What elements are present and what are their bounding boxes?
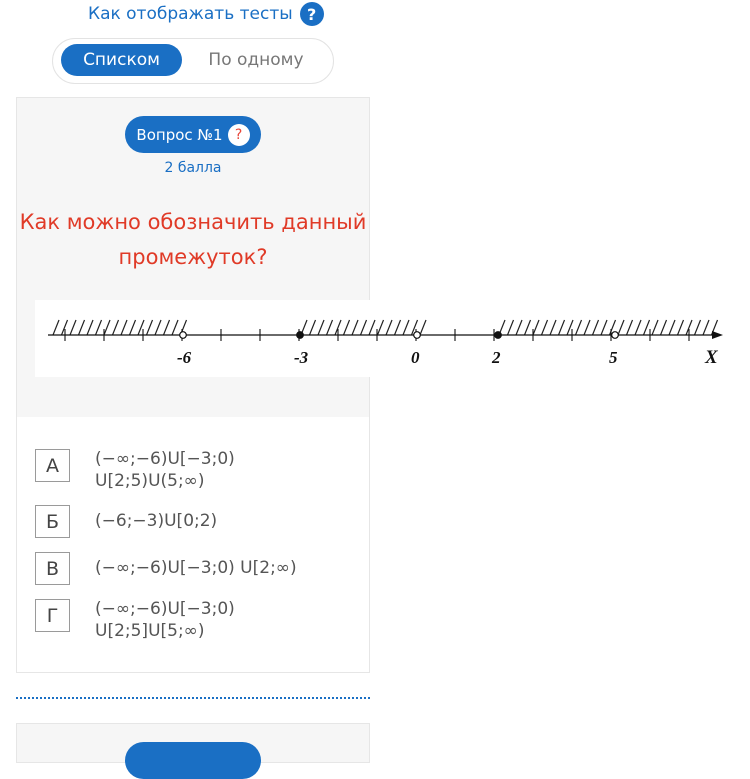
question-divider: [16, 697, 370, 699]
option-a-box[interactable]: А: [35, 449, 70, 482]
question-points: 2 балла: [164, 160, 222, 176]
hatch-mark: [601, 320, 607, 335]
hatch-mark: [695, 320, 701, 335]
hatch-mark: [627, 320, 633, 335]
option-v-box[interactable]: В: [35, 552, 70, 585]
hatch-mark: [79, 320, 85, 335]
option-b-box[interactable]: Б: [35, 505, 70, 538]
open-point: [414, 332, 421, 339]
help-icon[interactable]: ?: [300, 2, 324, 26]
hatch-mark: [533, 320, 539, 335]
hatch-mark: [344, 320, 350, 335]
hatch-mark: [669, 320, 675, 335]
hatch-mark: [130, 320, 136, 335]
hatch-mark: [361, 320, 367, 335]
question-help-icon[interactable]: ?: [228, 124, 250, 146]
hatch-mark: [516, 320, 522, 335]
hatch-mark: [395, 320, 401, 335]
option-g-box[interactable]: Г: [35, 599, 70, 632]
option-b-line1: (−6;−3)U[0;2): [95, 511, 218, 531]
option-g-line2: U[2;5]U[5;∞): [95, 621, 205, 641]
question-text-line2: промежуток?: [118, 245, 268, 269]
hatch-mark: [87, 320, 93, 335]
hatch-mark: [121, 320, 127, 335]
option-b-text[interactable]: [95, 510, 217, 532]
option-a-line2: U[2;5)U(5;∞): [95, 471, 205, 491]
open-point: [612, 332, 619, 339]
hatch-mark: [310, 320, 316, 335]
option-g-text[interactable]: [95, 598, 235, 642]
show-mode-row: [88, 2, 324, 26]
hatch-mark: [593, 320, 599, 335]
axis-label: 5: [609, 348, 618, 367]
axis-label: -3: [294, 348, 309, 367]
hatch-mark: [327, 320, 333, 335]
option-v-text[interactable]: [95, 557, 297, 579]
hatch-mark: [703, 320, 709, 335]
hatch-mark: [352, 320, 358, 335]
hatch-mark: [164, 320, 170, 335]
hatch-mark: [550, 320, 556, 335]
hatch-mark: [147, 320, 153, 335]
toggle-list-button[interactable]: Списком: [61, 44, 182, 76]
axis-label: -6: [177, 348, 192, 367]
hatch-mark: [403, 320, 409, 335]
show-mode-label: Как отображать тесты: [88, 4, 293, 24]
hatch-mark: [576, 320, 582, 335]
question-number-badge: [125, 116, 261, 153]
question-number-label: Вопрос №1: [136, 125, 223, 144]
question-text: [16, 205, 370, 275]
axis-name-x: X: [705, 347, 718, 368]
hatch-mark: [559, 320, 565, 335]
hatch-mark: [525, 320, 531, 335]
filled-point: [297, 332, 304, 339]
option-a-text[interactable]: [95, 448, 235, 492]
hatch-mark: [378, 320, 384, 335]
question-text-line1: Как можно обозначить данный: [19, 210, 367, 234]
next-question-badge: [125, 742, 261, 779]
hatch-mark: [70, 320, 76, 335]
hatch-mark: [53, 320, 59, 335]
hatch-mark: [420, 320, 426, 335]
hatch-mark: [618, 320, 624, 335]
hatch-mark: [584, 320, 590, 335]
hatch-mark: [644, 320, 650, 335]
hatch-mark: [635, 320, 641, 335]
option-v-line1: (−∞;−6)U[−3;0) U[2;∞): [95, 558, 297, 578]
option-a-line1: (−∞;−6)U[−3;0): [95, 449, 235, 469]
hatch-mark: [678, 320, 684, 335]
hatch-mark: [172, 320, 178, 335]
filled-point: [495, 332, 502, 339]
hatch-mark: [661, 320, 667, 335]
hatch-mark: [113, 320, 119, 335]
hatch-mark: [104, 320, 110, 335]
axis-label: 2: [492, 348, 501, 367]
toggle-single-button[interactable]: По одному: [208, 50, 304, 70]
hatch-mark: [652, 320, 658, 335]
hatch-mark: [318, 320, 324, 335]
hatch-mark: [369, 320, 375, 335]
option-g-line1: (−∞;−6)U[−3;0): [95, 599, 235, 619]
hatch-mark: [96, 320, 102, 335]
hatch-mark: [508, 320, 514, 335]
open-point: [180, 332, 187, 339]
hatch-mark: [155, 320, 161, 335]
hatch-mark: [386, 320, 392, 335]
axis-label: 0: [411, 348, 420, 367]
hatch-mark: [542, 320, 548, 335]
number-line-image: [35, 300, 735, 378]
